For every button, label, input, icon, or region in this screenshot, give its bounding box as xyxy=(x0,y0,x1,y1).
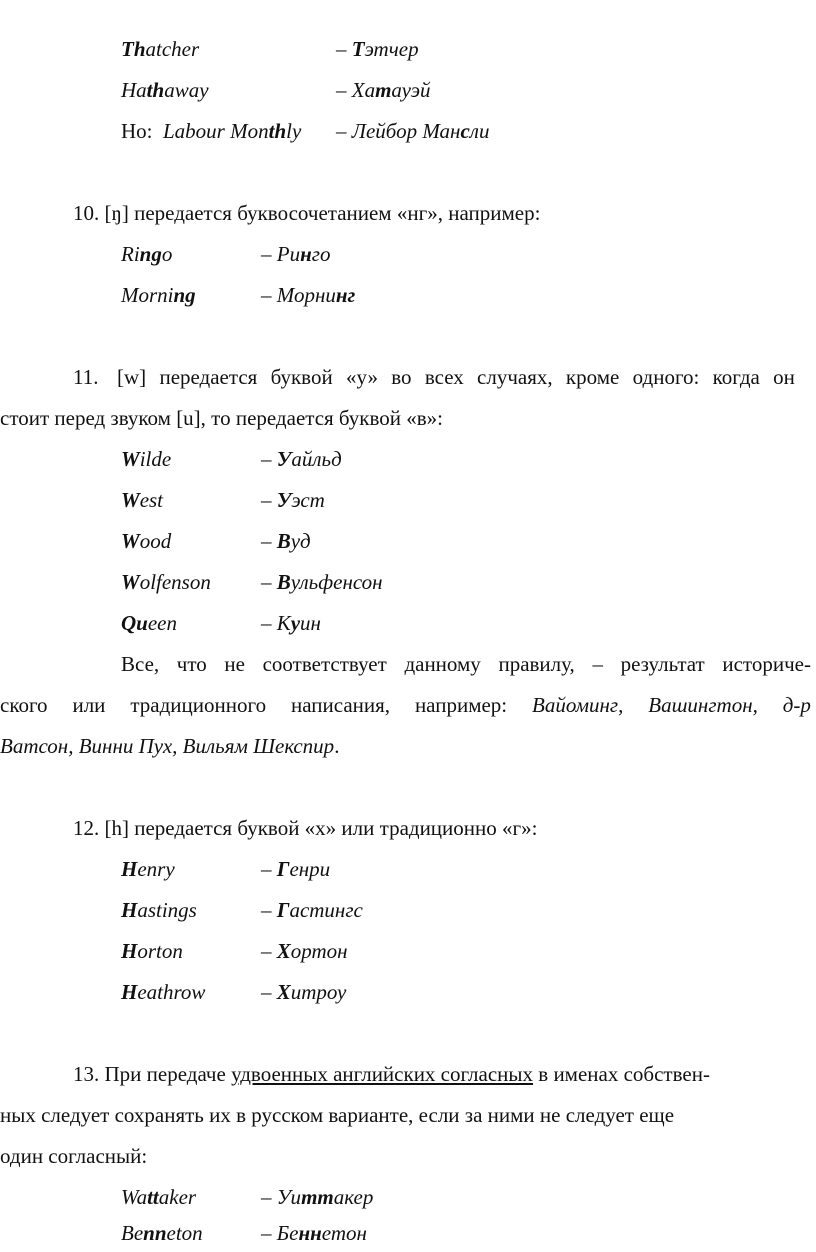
highlighted-letters: nn xyxy=(143,1221,167,1245)
word: результат xyxy=(620,652,705,676)
example-row-benneton-en xyxy=(121,1220,203,1246)
text-run: Wa xyxy=(121,1185,148,1209)
text-run: olfenson xyxy=(139,570,211,594)
word: данному xyxy=(404,652,481,676)
highlighted-letters: ng xyxy=(139,242,162,266)
item-11-note-line1 xyxy=(121,651,811,677)
word: случаях, xyxy=(477,365,553,389)
highlighted-letters: W xyxy=(121,488,140,512)
highlighted-letters: В xyxy=(276,570,291,594)
highlighted-letters: Qu xyxy=(121,611,148,635)
word: всех xyxy=(424,365,464,389)
highlighted-letters: H xyxy=(121,857,138,881)
text-run: een xyxy=(147,611,178,635)
highlighted-letters: нг xyxy=(335,283,356,307)
example-row-morning-en xyxy=(121,282,196,308)
text-run: – xyxy=(261,447,277,471)
text-run: – Ри xyxy=(261,242,301,266)
word: кроме xyxy=(565,365,620,389)
word: соответствует xyxy=(262,652,387,676)
word: историче- xyxy=(722,652,811,676)
example-row-heathrow-en xyxy=(121,979,205,1005)
text-run: – Лейбор Ман xyxy=(336,119,461,143)
item-13-heading: 13. При передаче удвоенных английских согласных в именах собствен- xyxy=(73,1062,710,1086)
text-run: eton xyxy=(166,1221,203,1245)
example-row-labour-prefix: Но: xyxy=(121,119,153,143)
example-row-thatcher-ru xyxy=(336,36,419,62)
highlighted-letters: th xyxy=(268,119,287,143)
example-row-wattaker-ru xyxy=(261,1184,373,1210)
text-run: уд xyxy=(290,529,311,553)
word: Вайоминг, xyxy=(532,693,624,717)
text-run: айльд xyxy=(291,447,342,471)
text-run: o xyxy=(161,242,173,266)
highlighted-letters: Г xyxy=(276,857,290,881)
example-row-queen-ru xyxy=(261,610,321,636)
text-run: – xyxy=(261,857,277,881)
highlighted-letters: Х xyxy=(276,980,291,1004)
example-row-wilde-en xyxy=(121,446,171,472)
text-run: ауэй xyxy=(391,78,431,102)
highlighted-letters: У xyxy=(276,447,292,471)
text-run: ood xyxy=(139,529,172,553)
example-row-thatcher-en xyxy=(121,36,199,62)
example-row-henry-en xyxy=(121,856,175,882)
text-run: – xyxy=(261,570,277,594)
item-11-note-line3: Ватсон, Винни Пух, Вильям Шекспир. xyxy=(0,734,340,758)
item-11-note-line2 xyxy=(0,692,811,718)
text-run: – xyxy=(261,529,277,553)
text-run: – xyxy=(336,37,352,61)
example-row-henry-ru xyxy=(261,856,330,882)
example-row-hastings-en xyxy=(121,897,197,923)
text-run: away xyxy=(164,78,209,102)
word: [w] xyxy=(111,365,147,389)
word: Все, xyxy=(121,652,160,676)
word: традиционного xyxy=(130,693,267,717)
example-row-wilde-ru xyxy=(261,446,342,472)
item-11-heading-line1 xyxy=(73,364,795,390)
text-run: этчер xyxy=(364,37,419,61)
word: – xyxy=(592,652,603,676)
highlighted-letters: тт xyxy=(301,1185,334,1209)
text-run: enry xyxy=(137,857,175,881)
item-13-line3: один согласный: xyxy=(0,1144,148,1168)
word: передается xyxy=(159,365,258,389)
highlighted-letters: с xyxy=(460,119,470,143)
example-row-labour-ru xyxy=(336,118,489,144)
text-run: Ha xyxy=(121,78,147,102)
text-run: Morni xyxy=(121,283,174,307)
highlighted-letters: W xyxy=(121,447,140,471)
text-run: эст xyxy=(291,488,325,512)
highlighted-letters: W xyxy=(121,570,140,594)
text-run: est xyxy=(139,488,164,512)
highlighted-letters: H xyxy=(121,939,138,963)
word: когда xyxy=(712,365,760,389)
word: во xyxy=(391,365,412,389)
word: буквой xyxy=(270,365,333,389)
text-run: – xyxy=(261,488,277,512)
highlighted-letters: th xyxy=(146,78,165,102)
word: он xyxy=(773,365,795,389)
example-row-west-en xyxy=(121,487,163,513)
highlighted-letters: H xyxy=(121,980,138,1004)
example-row-wolfenson-ru xyxy=(261,569,383,595)
highlighted-letters: Т xyxy=(351,37,365,61)
word: не xyxy=(224,652,245,676)
word: одного: xyxy=(632,365,700,389)
example-row-wood-ru xyxy=(261,528,311,554)
example-row-wattaker-en xyxy=(121,1184,196,1210)
example-row-hastings-ru xyxy=(261,897,363,923)
text-run: – xyxy=(261,898,277,922)
text-run: итроу xyxy=(290,980,347,1004)
highlighted-letters: у xyxy=(290,611,301,635)
text-run: – xyxy=(261,939,277,963)
highlighted-letters: н xyxy=(300,242,312,266)
text-run: ортон xyxy=(290,939,348,963)
word: или xyxy=(72,693,106,717)
example-row-hathaway-ru xyxy=(336,77,430,103)
text-run: ин xyxy=(300,611,321,635)
text-run: енри xyxy=(289,857,331,881)
word: правилу, xyxy=(498,652,575,676)
text-run: Ri xyxy=(121,242,140,266)
text-run: ли xyxy=(469,119,490,143)
text-run: Be xyxy=(121,1221,144,1245)
text-run: ilde xyxy=(139,447,172,471)
text-run: orton xyxy=(137,939,183,963)
highlighted-letters: Х xyxy=(276,939,291,963)
text-run: aker xyxy=(158,1185,197,1209)
text-run: – xyxy=(261,980,277,1004)
word: «у» xyxy=(345,365,378,389)
example-row-benneton-ru xyxy=(261,1220,367,1246)
text-run: atcher xyxy=(145,37,200,61)
text-run: го xyxy=(311,242,331,266)
item-11-heading-line2: стоит перед звуком [u], то передается буквой «в»: xyxy=(0,406,444,430)
highlighted-letters: Г xyxy=(276,898,290,922)
example-row-morning-ru xyxy=(261,282,355,308)
word: что xyxy=(176,652,207,676)
item-13-line2: ных следует сохранять их в русском варианте, если за ними не следует еще xyxy=(0,1103,675,1127)
text-run: astings xyxy=(137,898,197,922)
example-row-wood-en xyxy=(121,528,171,554)
text-run: – Уи xyxy=(261,1185,302,1209)
word: например: xyxy=(414,693,508,717)
example-row-labour-en xyxy=(163,118,301,144)
word: 11. xyxy=(73,365,99,389)
word: Вашингтон, xyxy=(648,693,758,717)
text-run: ly xyxy=(286,119,302,143)
text-run: астингс xyxy=(289,898,363,922)
text-run: етон xyxy=(321,1221,367,1245)
text-run: Labour Mon xyxy=(163,119,269,143)
text-run: eathrow xyxy=(137,980,206,1004)
highlighted-letters: W xyxy=(121,529,140,553)
example-row-horton-ru xyxy=(261,938,348,964)
example-row-west-ru xyxy=(261,487,325,513)
item-10-heading: 10. [ŋ] передается буквосочетанием «нг», например: xyxy=(73,201,541,225)
text-run: – Бе xyxy=(261,1221,299,1245)
highlighted-letters: У xyxy=(276,488,292,512)
example-row-horton-en xyxy=(121,938,183,964)
example-row-queen-en xyxy=(121,610,177,636)
text-run: акер xyxy=(333,1185,374,1209)
highlighted-letters: H xyxy=(121,898,138,922)
word: д-р xyxy=(782,693,811,717)
highlighted-letters: нн xyxy=(298,1221,322,1245)
example-row-hathaway-en xyxy=(121,77,209,103)
highlighted-letters: ng xyxy=(173,283,196,307)
word: написания, xyxy=(290,693,391,717)
highlighted-letters: tt xyxy=(147,1185,159,1209)
word: ского xyxy=(0,693,48,717)
highlighted-letters: В xyxy=(276,529,291,553)
text-run: – Морни xyxy=(261,283,336,307)
example-row-wolfenson-en xyxy=(121,569,211,595)
text-run: – К xyxy=(261,611,291,635)
item-12-heading: 12. [h] передается буквой «х» или традиционно «г»: xyxy=(73,816,538,840)
example-row-ringo-en xyxy=(121,241,172,267)
example-row-heathrow-ru xyxy=(261,979,346,1005)
text-run: – Ха xyxy=(336,78,376,102)
example-row-ringo-ru xyxy=(261,241,330,267)
highlighted-letters: Th xyxy=(121,37,146,61)
text-run: ульфенсон xyxy=(290,570,383,594)
highlighted-letters: т xyxy=(375,78,392,102)
